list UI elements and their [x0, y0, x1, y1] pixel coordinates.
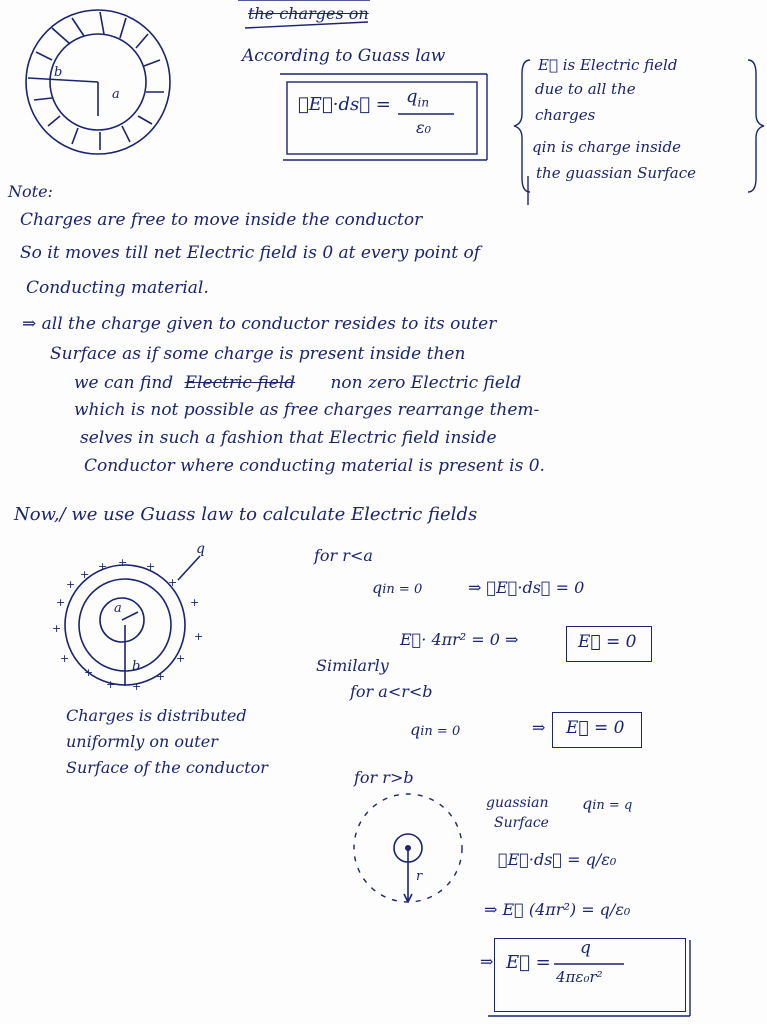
case1-cond: for r<a — [314, 546, 373, 565]
shell-label-b: b — [54, 65, 63, 80]
svg-text:+: + — [146, 560, 156, 573]
impl-line-5: selves in such a fashion that Electric field inside — [80, 428, 497, 448]
svg-text:+: + — [118, 556, 128, 569]
svg-text:+: + — [56, 596, 66, 609]
distribution-note-3: Surface of the conductor — [66, 758, 268, 777]
brace-note-2: due to all the — [535, 80, 636, 98]
case3-final-lhs: E⃗ = — [506, 952, 551, 973]
case1-result: E⃗ = 0 — [578, 632, 637, 652]
diagram1-label-b: b — [132, 659, 141, 674]
svg-text:+: + — [60, 652, 70, 665]
distribution-note-1: Charges is distributed — [66, 706, 247, 725]
svg-text:+: + — [194, 630, 204, 643]
impl-line-4: which is not possible as free charges rearrange them- — [74, 400, 540, 420]
case3-final-arrow: ⇒ — [480, 952, 494, 971]
case3-eq1: ∮E⃗·ds⃗ = q/ε₀ — [498, 850, 617, 869]
svg-text:+: + — [132, 680, 142, 693]
case3-final-den: 4πε₀r² — [556, 968, 603, 986]
distribution-note-2: uniformly on outer — [66, 732, 218, 751]
now-line: Now,/ we use Guass law to calculate Electric fields — [14, 504, 478, 525]
svg-text:+: + — [156, 670, 166, 683]
svg-text:+: + — [98, 560, 108, 573]
case2-cond: for a<r<b — [350, 682, 433, 701]
shell-label-a: a — [112, 87, 120, 102]
case3-eq2: ⇒ E⃗ (4πr²) = q/ε₀ — [484, 900, 631, 919]
impl-line-2: Surface as if some charge is present inside then — [50, 344, 466, 364]
svg-text:+: + — [190, 596, 200, 609]
gaussian-label-1: guassian — [486, 795, 549, 811]
svg-text:+: + — [84, 666, 94, 679]
note-line-2: So it moves till net Electric field is 0 at every point of — [20, 243, 481, 263]
svg-text:+: + — [106, 678, 116, 691]
brace-note-3: charges — [535, 106, 596, 124]
impl-line-6: Conductor where conducting material is present is 0. — [84, 456, 545, 476]
case2-qin: qin = 0 — [410, 720, 461, 739]
case3-label-r: r — [416, 869, 423, 884]
case2-similarly: Similarly — [316, 656, 389, 675]
gauss-law-title: According to Guass law — [242, 46, 446, 66]
gauss-eq-num: $q_{in}$ — [406, 86, 430, 110]
impl-line-3: we can find Electric field non zero Electric field — [74, 373, 522, 393]
case2-arrow: ⇒ — [532, 718, 546, 737]
svg-text:+: + — [176, 652, 186, 665]
case3-final-num: q — [580, 938, 591, 958]
case1-eq2: E⃗· 4πr² = 0 ⇒ — [400, 630, 519, 649]
gauss-eq-den: ε₀ — [416, 118, 431, 137]
note-line-1: Charges are free to move inside the conductor — [20, 210, 423, 230]
svg-text:+: + — [168, 576, 178, 589]
case3-cond: for r>b — [354, 768, 414, 787]
brace-note-1: E⃗ is Electric field — [538, 56, 678, 74]
note-label: Note: — [8, 182, 53, 201]
svg-text:+: + — [66, 578, 76, 591]
impl-line-1: ⇒ all the charge given to conductor resides to its outer — [22, 314, 497, 334]
svg-text:+: + — [52, 622, 62, 635]
gaussian-label-2: Surface — [494, 815, 549, 831]
case1-arrow-eq: ⇒ ∮E⃗·ds⃗ = 0 — [468, 578, 585, 597]
brace-note-5: the guassian Surface — [536, 164, 696, 182]
case3-qin: qin = q — [582, 794, 633, 813]
top-strike-text: the charges on — [248, 4, 369, 23]
diagram1-label-a: a — [114, 601, 122, 616]
case1-qin: qin = 0 — [372, 578, 423, 597]
svg-text:+: + — [80, 568, 90, 581]
brace-note-4: qin is charge inside — [532, 138, 681, 156]
gauss-eq-lhs: ∮E⃗·ds⃗ = — [298, 94, 391, 115]
diagram1-label-q: q — [196, 541, 205, 557]
case2-result: E⃗ = 0 — [566, 718, 625, 738]
note-line-3: Conducting material. — [26, 278, 209, 298]
